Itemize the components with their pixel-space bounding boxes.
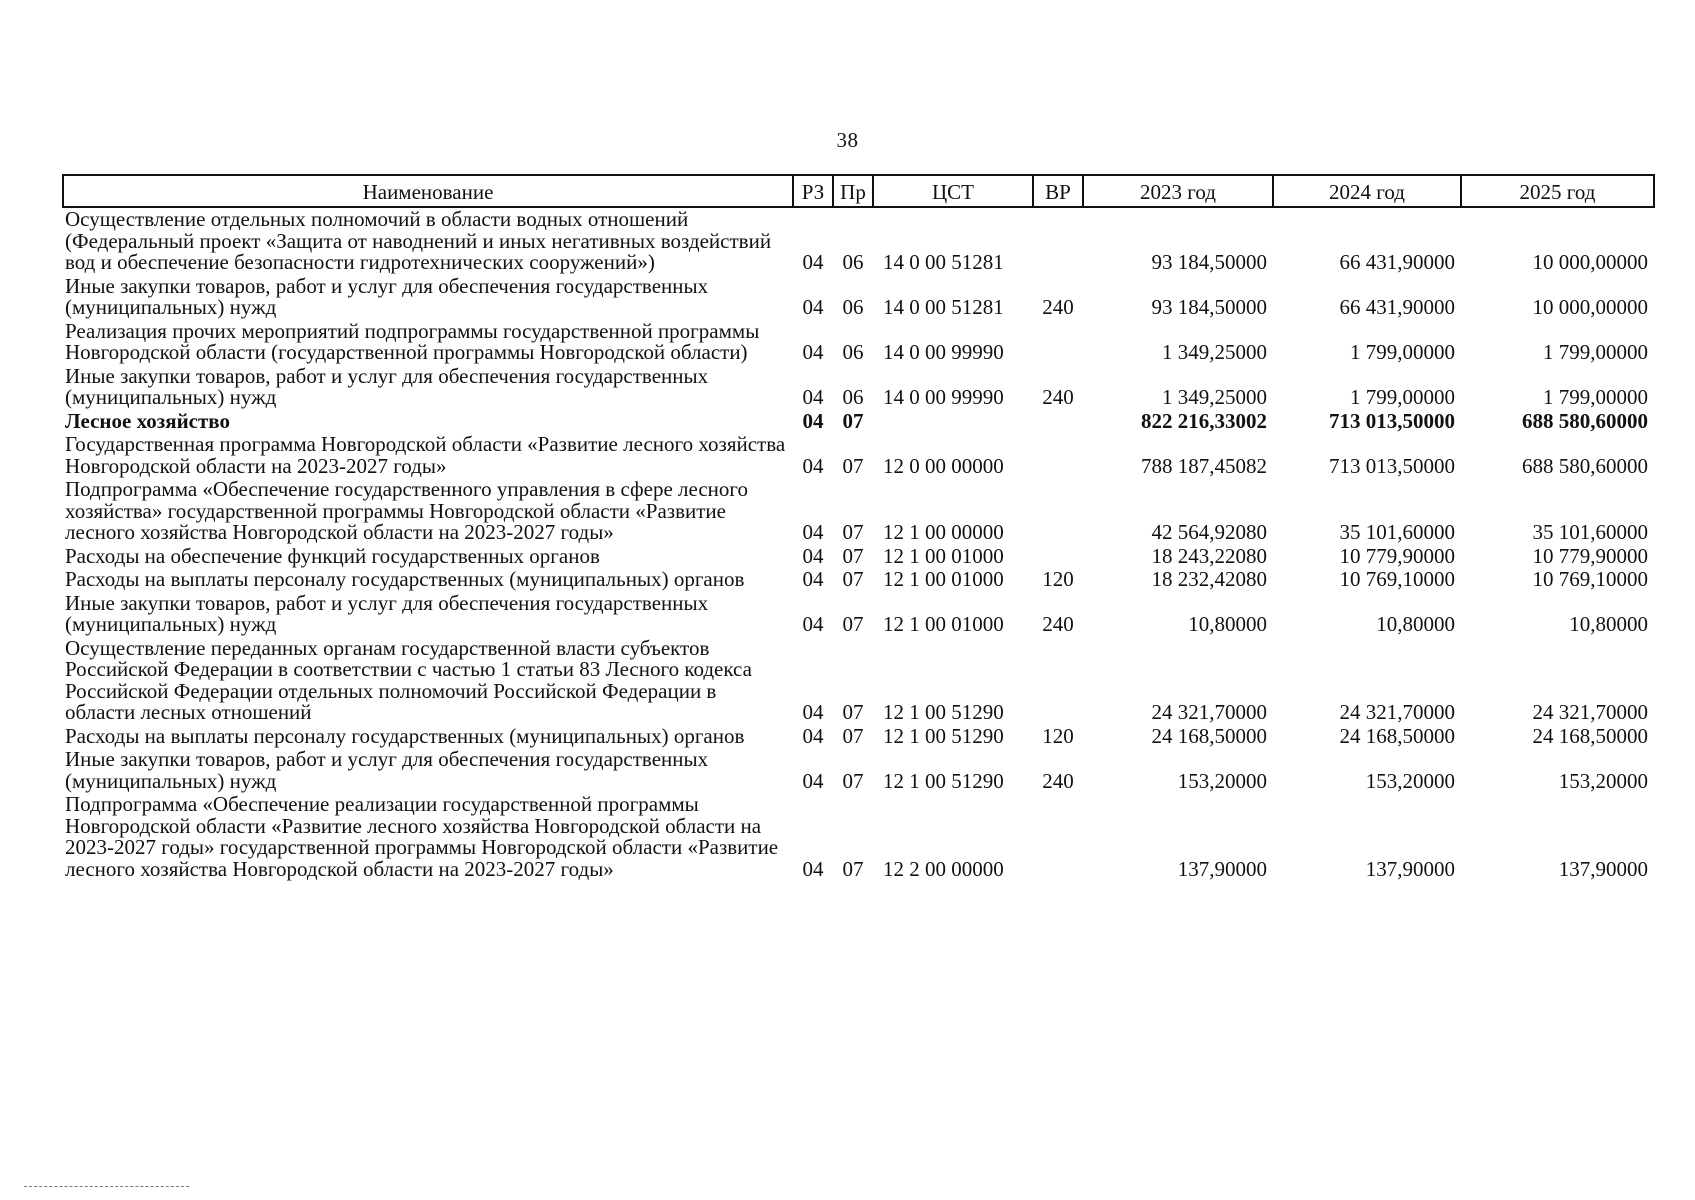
row-pr: 06	[842, 295, 864, 319]
row-cst: 14 0 00 99990	[883, 385, 1004, 409]
row-cst: 12 1 00 00000	[883, 520, 1004, 544]
row-vr: 120	[1042, 567, 1074, 591]
row-2024: 35 101,60000	[1339, 520, 1455, 544]
row-2025: 10 000,00000	[1532, 250, 1648, 274]
column-header-name: Наименование	[63, 175, 793, 207]
row-pr: 07	[842, 567, 864, 591]
row-2023: 24 321,70000	[1151, 700, 1267, 724]
row-2025: 10,80000	[1569, 612, 1648, 636]
row-cst: 14 0 00 51281	[883, 295, 1004, 319]
row-2024: 1 799,00000	[1350, 340, 1455, 364]
row-2024: 10 779,90000	[1339, 543, 1455, 568]
row-name: Расходы на выплаты персоналу государственных (муниципальных) органов	[65, 723, 745, 748]
table-row	[63, 275, 1654, 320]
row-rz: 04	[802, 295, 824, 319]
table-row	[63, 637, 1654, 725]
row-2023: 93 184,50000	[1151, 250, 1267, 274]
row-2023: 10,80000	[1188, 612, 1267, 636]
row-2023: 153,20000	[1177, 768, 1267, 793]
row-vr	[1033, 478, 1083, 545]
row-pr: 07	[842, 700, 864, 724]
row-rz: 04	[802, 567, 824, 591]
row-2024: 24 321,70000	[1339, 700, 1455, 724]
row-2023: 137,90000	[1177, 856, 1267, 881]
row-name: Лесное хозяйство	[65, 408, 231, 433]
column-header-cst: ЦСТ	[873, 175, 1033, 207]
row-2025: 24 168,50000	[1532, 723, 1648, 748]
row-2025: 10 779,90000	[1532, 543, 1648, 568]
table-row	[63, 478, 1654, 545]
table-row	[63, 410, 1654, 434]
row-2023: 93 184,50000	[1151, 295, 1267, 319]
row-2025: 1 799,00000	[1543, 385, 1648, 409]
row-2025: 688 580,60000	[1522, 408, 1648, 433]
row-name: Расходы на выплаты персоналу государственных (муниципальных) органов	[65, 567, 745, 591]
row-2024: 10 769,10000	[1339, 567, 1455, 591]
row-pr: 07	[842, 768, 864, 793]
row-vr	[1033, 637, 1083, 725]
row-pr: 06	[842, 250, 864, 274]
row-vr	[1033, 320, 1083, 365]
table-header-row	[63, 175, 1654, 207]
table-body	[63, 207, 1654, 881]
table-row	[63, 207, 1654, 275]
table-row	[63, 568, 1654, 592]
row-2024: 66 431,90000	[1339, 250, 1455, 274]
row-rz: 04	[802, 385, 824, 409]
row-2025: 137,90000	[1558, 856, 1648, 881]
row-2023: 1 349,25000	[1162, 385, 1267, 409]
row-pr: 07	[842, 723, 864, 748]
row-2024: 713 013,50000	[1329, 408, 1455, 433]
row-vr: 240	[1042, 385, 1074, 409]
footer-divider	[24, 1186, 189, 1187]
row-cst: 14 0 00 99990	[883, 340, 1004, 364]
row-rz: 04	[802, 856, 824, 881]
row-2025: 1 799,00000	[1543, 340, 1648, 364]
budget-table	[62, 174, 1655, 881]
row-pr: 07	[842, 856, 864, 881]
row-name: Расходы на обеспечение функций государственных органов	[65, 543, 600, 568]
row-cst: 12 1 00 51290	[883, 768, 1004, 793]
row-2023: 822 216,33002	[1141, 408, 1267, 433]
row-cst: 12 0 00 00000	[883, 453, 1004, 478]
row-rz: 04	[802, 340, 824, 364]
table-row	[63, 592, 1654, 637]
row-2023: 42 564,92080	[1151, 520, 1267, 544]
column-header-2023: 2023 год	[1083, 175, 1273, 207]
row-vr	[1033, 410, 1083, 434]
row-rz: 04	[802, 723, 824, 748]
column-header-pr: Пр	[833, 175, 873, 207]
row-rz: 04	[802, 453, 824, 478]
row-pr: 07	[842, 543, 864, 568]
row-pr: 07	[842, 408, 864, 433]
table-row	[63, 365, 1654, 410]
row-2025: 688 580,60000	[1522, 453, 1648, 478]
row-2025: 153,20000	[1558, 768, 1648, 793]
row-name: Иные закупки товаров, работ и услуг для обеспечения государственных (муниципальных) нужд	[65, 747, 709, 793]
row-name: Подпрограмма «Обеспечение реализации государственной программы Новгородской области «Развитие лесного хозяйства Новгородской области на 2023-2027 годы» государственной программы Новгородской области «Развитие лесного хозяйства Новгородской области на 2023-2027 годы»	[65, 792, 779, 881]
row-vr	[1033, 433, 1083, 478]
row-2023: 24 168,50000	[1151, 723, 1267, 748]
row-cst: 12 1 00 01000	[883, 543, 1004, 568]
row-name: Осуществление переданных органам государственной власти субъектов Российской Федерации в соответствии с частью 1 статьи 83 Лесного кодекса Российской Федерации отдельных полномочий Российской Федерации в области лесных отношений	[65, 635, 752, 724]
row-2023: 788 187,45082	[1141, 453, 1267, 478]
row-2025: 35 101,60000	[1532, 520, 1648, 544]
column-header-2024: 2024 год	[1273, 175, 1461, 207]
row-2025: 10 769,10000	[1532, 567, 1648, 591]
table-row	[63, 320, 1654, 365]
row-vr: 120	[1042, 723, 1074, 748]
row-rz: 04	[802, 700, 824, 724]
row-cst: 12 2 00 00000	[883, 856, 1004, 881]
row-2024: 153,20000	[1365, 768, 1455, 793]
row-rz: 04	[802, 768, 824, 793]
row-cst: 12 1 00 51290	[883, 723, 1004, 748]
row-rz: 04	[802, 408, 824, 433]
row-name: Иные закупки товаров, работ и услуг для обеспечения государственных (муниципальных) нужд	[65, 590, 709, 636]
row-vr: 240	[1042, 768, 1074, 793]
table-row	[63, 433, 1654, 478]
row-vr: 240	[1042, 295, 1074, 319]
row-cst	[873, 410, 1033, 434]
table-row	[63, 545, 1654, 569]
column-header-2025: 2025 год	[1461, 175, 1654, 207]
row-2023: 1 349,25000	[1162, 340, 1267, 364]
column-header-vr: ВР	[1033, 175, 1083, 207]
row-name: Осуществление отдельных полномочий в области водных отношений (Федеральный проект «Защита от наводнений и иных негативных воздействий вод и обеспечение безопасности гидротехнических сооружений»)	[65, 207, 772, 274]
row-2025: 10 000,00000	[1532, 295, 1648, 319]
row-name: Иные закупки товаров, работ и услуг для обеспечения государственных (муниципальных) нужд	[65, 273, 709, 319]
row-name: Подпрограмма «Обеспечение государственного управления в сфере лесного хозяйства» государственной программы Новгородской области «Развитие лесного хозяйства Новгородской области на 2023-2027 годы»	[65, 477, 748, 544]
table-row	[63, 725, 1654, 749]
row-rz: 04	[802, 520, 824, 544]
row-pr: 06	[842, 385, 864, 409]
row-pr: 07	[842, 453, 864, 478]
row-cst: 12 1 00 51290	[883, 700, 1004, 724]
row-rz: 04	[802, 612, 824, 636]
row-name: Государственная программа Новгородской области «Развитие лесного хозяйства Новгородской области на 2023-2027 годы»	[65, 432, 786, 478]
row-vr	[1033, 793, 1083, 881]
page-number: 38	[836, 128, 859, 152]
row-vr: 240	[1042, 612, 1074, 636]
row-pr: 07	[842, 612, 864, 636]
row-vr	[1033, 545, 1083, 569]
row-rz: 04	[802, 543, 824, 568]
row-rz: 04	[802, 250, 824, 274]
row-2023: 18 232,42080	[1151, 567, 1267, 591]
row-pr: 06	[842, 340, 864, 364]
row-2023: 18 243,22080	[1151, 543, 1267, 568]
column-header-rz: РЗ	[793, 175, 833, 207]
row-cst: 12 1 00 01000	[883, 567, 1004, 591]
row-name: Иные закупки товаров, работ и услуг для обеспечения государственных (муниципальных) нужд	[65, 363, 709, 409]
row-2024: 24 168,50000	[1339, 723, 1455, 748]
row-cst: 14 0 00 51281	[883, 250, 1004, 274]
table-row	[63, 793, 1654, 881]
row-2024: 137,90000	[1365, 856, 1455, 881]
table-row	[63, 748, 1654, 793]
row-vr	[1033, 207, 1083, 275]
row-pr: 07	[842, 520, 864, 544]
row-2024: 1 799,00000	[1350, 385, 1455, 409]
row-2024: 66 431,90000	[1339, 295, 1455, 319]
row-name: Реализация прочих мероприятий подпрограммы государственной программы Новгородской области (государственной программы Новгородской области)	[65, 318, 760, 364]
row-cst: 12 1 00 01000	[883, 612, 1004, 636]
row-2025: 24 321,70000	[1532, 700, 1648, 724]
row-2024: 10,80000	[1376, 612, 1455, 636]
row-2024: 713 013,50000	[1329, 453, 1455, 478]
